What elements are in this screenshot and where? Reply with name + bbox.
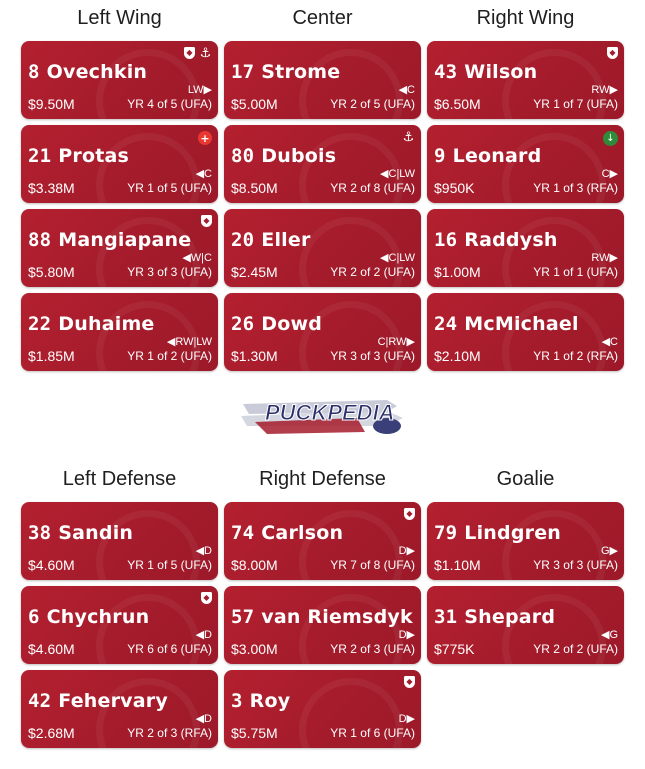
player-name[interactable]: Mangiapane bbox=[58, 229, 192, 251]
player-name[interactable]: van Riemsdyk bbox=[261, 606, 413, 628]
player-salary: $5.00M bbox=[231, 96, 278, 112]
contract-term: YR 2 of 5 (UFA) bbox=[330, 97, 415, 111]
anchor-icon: ⚓ bbox=[199, 46, 212, 61]
shield-icon: ◆ bbox=[607, 47, 618, 59]
player-name-line[interactable] bbox=[231, 229, 311, 251]
player-position: ◀C bbox=[601, 336, 618, 348]
player-salary: $6.50M bbox=[434, 96, 481, 112]
contract-term: YR 4 of 5 (UFA) bbox=[127, 97, 212, 111]
player-card[interactable] bbox=[427, 502, 624, 580]
player-position: ◀D bbox=[195, 545, 212, 557]
contract-term: YR 2 of 2 (UFA) bbox=[330, 265, 415, 279]
player-position: ◀C|LW bbox=[380, 252, 415, 264]
shield-icon: ◆ bbox=[184, 47, 195, 59]
jersey-number: 22 bbox=[28, 313, 52, 335]
contract-term: YR 1 of 5 (UFA) bbox=[127, 558, 212, 572]
player-name[interactable]: Ovechkin bbox=[46, 61, 148, 83]
player-salary: $1.85M bbox=[28, 348, 75, 364]
player-name-line[interactable] bbox=[28, 522, 133, 544]
player-position: ◀D bbox=[195, 629, 212, 641]
player-position: ◀C bbox=[195, 168, 212, 180]
player-salary: $9.50M bbox=[28, 96, 75, 112]
player-name[interactable]: Carlson bbox=[261, 522, 344, 544]
player-status-icons bbox=[402, 131, 415, 144]
jersey-number: 57 bbox=[231, 606, 255, 628]
column-title-center: Center bbox=[292, 7, 353, 29]
jersey-number: 8 bbox=[28, 61, 40, 83]
player-name[interactable]: Dubois bbox=[261, 145, 337, 167]
player-name-line[interactable] bbox=[434, 522, 561, 544]
player-salary: $4.60M bbox=[28, 641, 75, 657]
player-name[interactable]: Dowd bbox=[261, 313, 323, 335]
player-name-line[interactable] bbox=[231, 522, 343, 544]
player-salary: $5.80M bbox=[28, 264, 75, 280]
jersey-number: 16 bbox=[434, 229, 458, 251]
jersey-number: 17 bbox=[231, 61, 255, 83]
player-name-line[interactable] bbox=[434, 229, 558, 251]
jersey-number: 80 bbox=[231, 145, 255, 167]
player-salary: $1.10M bbox=[434, 557, 481, 573]
player-card[interactable] bbox=[21, 293, 218, 371]
shield-icon: ◆ bbox=[201, 592, 212, 604]
player-position: ◀G bbox=[600, 629, 618, 641]
column-title-right-wing: Right Wing bbox=[476, 7, 575, 29]
player-salary: $2.10M bbox=[434, 348, 481, 364]
player-status-icons bbox=[607, 47, 618, 59]
player-status-icons bbox=[201, 215, 212, 227]
player-status-icons bbox=[201, 592, 212, 604]
player-card[interactable] bbox=[427, 293, 624, 371]
contract-term: YR 7 of 8 (UFA) bbox=[330, 558, 415, 572]
player-salary: $8.00M bbox=[231, 557, 278, 573]
player-name-line[interactable] bbox=[231, 145, 336, 167]
shield-icon: ◆ bbox=[404, 508, 415, 520]
shield-icon: ◆ bbox=[201, 215, 212, 227]
player-card[interactable] bbox=[21, 125, 218, 203]
down-arrow-icon: ↓ bbox=[603, 131, 618, 146]
player-position: ◀C|LW bbox=[380, 168, 415, 180]
player-name[interactable]: Roy bbox=[249, 690, 291, 712]
player-position: RW▶ bbox=[591, 84, 618, 96]
player-salary: $1.30M bbox=[231, 348, 278, 364]
jersey-number: 20 bbox=[231, 229, 255, 251]
player-card[interactable] bbox=[21, 502, 218, 580]
player-name-line[interactable] bbox=[434, 61, 537, 83]
jersey-number: 31 bbox=[434, 606, 458, 628]
player-status-icons bbox=[404, 508, 415, 520]
player-card[interactable] bbox=[427, 125, 624, 203]
player-position: ◀D bbox=[195, 713, 212, 725]
jersey-number: 79 bbox=[434, 522, 458, 544]
player-status-icons bbox=[184, 47, 212, 60]
contract-term: YR 3 of 3 (UFA) bbox=[127, 265, 212, 279]
player-name-line[interactable] bbox=[434, 606, 555, 628]
player-salary: $8.50M bbox=[231, 180, 278, 196]
player-name[interactable]: Duhaime bbox=[58, 313, 155, 335]
jersey-number: 26 bbox=[231, 313, 255, 335]
player-name[interactable]: Lindgren bbox=[464, 522, 562, 544]
player-name-line[interactable] bbox=[28, 145, 129, 167]
jersey-number: 9 bbox=[434, 145, 446, 167]
player-status-icons bbox=[198, 131, 212, 145]
player-card[interactable] bbox=[21, 670, 218, 748]
player-name-line[interactable] bbox=[28, 229, 191, 251]
player-name-line[interactable] bbox=[28, 61, 147, 83]
column-title-left-defense: Left Defense bbox=[62, 468, 177, 490]
contract-term: YR 2 of 2 (UFA) bbox=[533, 642, 618, 656]
jersey-number: 3 bbox=[231, 690, 243, 712]
player-position: LW▶ bbox=[187, 84, 212, 96]
contract-term: YR 1 of 3 (RFA) bbox=[533, 181, 618, 195]
player-name[interactable]: Wilson bbox=[464, 61, 538, 83]
player-salary: $950K bbox=[434, 180, 475, 196]
player-position: ◀W|C bbox=[182, 252, 212, 264]
contract-term: YR 1 of 1 (UFA) bbox=[533, 265, 618, 279]
jersey-number: 88 bbox=[28, 229, 52, 251]
player-name-line[interactable] bbox=[434, 145, 541, 167]
column-title-left-wing: Left Wing bbox=[77, 7, 162, 29]
player-salary: $775K bbox=[434, 641, 475, 657]
player-card[interactable] bbox=[224, 670, 421, 748]
player-card[interactable] bbox=[21, 41, 218, 119]
player-position: D▶ bbox=[398, 629, 415, 641]
player-salary: $3.38M bbox=[28, 180, 75, 196]
anchor-icon: ⚓ bbox=[402, 130, 415, 145]
player-name-line[interactable] bbox=[231, 61, 340, 83]
contract-term: YR 2 of 3 (UFA) bbox=[330, 642, 415, 656]
jersey-number: 24 bbox=[434, 313, 458, 335]
jersey-number: 43 bbox=[434, 61, 458, 83]
contract-term: YR 2 of 3 (RFA) bbox=[127, 726, 212, 740]
player-name-line[interactable] bbox=[231, 313, 322, 335]
player-salary: $1.00M bbox=[434, 264, 481, 280]
player-position: D▶ bbox=[398, 713, 415, 725]
contract-term: YR 6 of 6 (UFA) bbox=[127, 642, 212, 656]
player-card[interactable] bbox=[224, 209, 421, 287]
jersey-number: 38 bbox=[28, 522, 52, 544]
player-name[interactable]: Strome bbox=[261, 61, 341, 83]
player-name-line[interactable] bbox=[231, 690, 290, 712]
player-card[interactable] bbox=[427, 586, 624, 664]
contract-term: YR 1 of 2 (UFA) bbox=[127, 349, 212, 363]
jersey-number: 74 bbox=[231, 522, 255, 544]
player-name[interactable]: Chychrun bbox=[46, 606, 150, 628]
player-card[interactable] bbox=[21, 586, 218, 664]
player-name[interactable]: Shepard bbox=[464, 606, 556, 628]
column-title-goalie: Goalie bbox=[496, 468, 555, 490]
medical-icon: + bbox=[198, 131, 212, 145]
contract-term: YR 1 of 6 (UFA) bbox=[330, 726, 415, 740]
player-position: D▶ bbox=[398, 545, 415, 557]
player-card[interactable] bbox=[224, 41, 421, 119]
jersey-number: 6 bbox=[28, 606, 40, 628]
player-card[interactable] bbox=[224, 502, 421, 580]
jersey-number: 42 bbox=[28, 690, 52, 712]
player-status-icons bbox=[603, 131, 618, 146]
player-name-line[interactable] bbox=[28, 690, 168, 712]
player-salary: $3.00M bbox=[231, 641, 278, 657]
player-name[interactable]: Sandin bbox=[58, 522, 134, 544]
player-position: ◀RW|LW bbox=[166, 336, 212, 348]
contract-term: YR 1 of 2 (RFA) bbox=[533, 349, 618, 363]
player-name-line[interactable] bbox=[28, 606, 149, 628]
player-position: G▶ bbox=[600, 545, 618, 557]
player-salary: $5.75M bbox=[231, 725, 278, 741]
contract-term: YR 1 of 5 (UFA) bbox=[127, 181, 212, 195]
column-title-right-defense: Right Defense bbox=[259, 468, 386, 490]
player-position: RW▶ bbox=[591, 252, 618, 264]
player-card[interactable] bbox=[224, 293, 421, 371]
player-card[interactable] bbox=[427, 41, 624, 119]
player-name[interactable]: Raddysh bbox=[464, 229, 558, 251]
player-name[interactable]: McMichael bbox=[464, 313, 579, 335]
shield-icon: ◆ bbox=[404, 676, 415, 688]
contract-term: YR 3 of 3 (UFA) bbox=[533, 558, 618, 572]
player-position: C▶ bbox=[601, 168, 618, 180]
player-name-line[interactable] bbox=[28, 313, 155, 335]
contract-term: YR 2 of 8 (UFA) bbox=[330, 181, 415, 195]
player-name[interactable]: Fehervary bbox=[58, 690, 168, 712]
player-status-icons bbox=[404, 676, 415, 688]
logo-text: PUCKPEDIA bbox=[265, 400, 395, 425]
player-name-line[interactable] bbox=[434, 313, 579, 335]
player-card[interactable] bbox=[224, 586, 421, 664]
player-card[interactable] bbox=[224, 125, 421, 203]
player-position: ◀C bbox=[398, 84, 415, 96]
jersey-number: 21 bbox=[28, 145, 52, 167]
player-card[interactable] bbox=[427, 209, 624, 287]
player-name[interactable]: Eller bbox=[261, 229, 311, 251]
contract-term: YR 3 of 3 (UFA) bbox=[330, 349, 415, 363]
player-salary: $4.60M bbox=[28, 557, 75, 573]
contract-term: YR 1 of 7 (UFA) bbox=[533, 97, 618, 111]
player-position: C|RW▶ bbox=[377, 336, 415, 348]
player-card[interactable] bbox=[21, 209, 218, 287]
player-name[interactable]: Protas bbox=[58, 145, 130, 167]
puckpedia-logo[interactable] bbox=[237, 392, 409, 438]
player-salary: $2.45M bbox=[231, 264, 278, 280]
player-name-line[interactable] bbox=[231, 606, 413, 628]
player-salary: $2.68M bbox=[28, 725, 75, 741]
player-name[interactable]: Leonard bbox=[452, 145, 542, 167]
